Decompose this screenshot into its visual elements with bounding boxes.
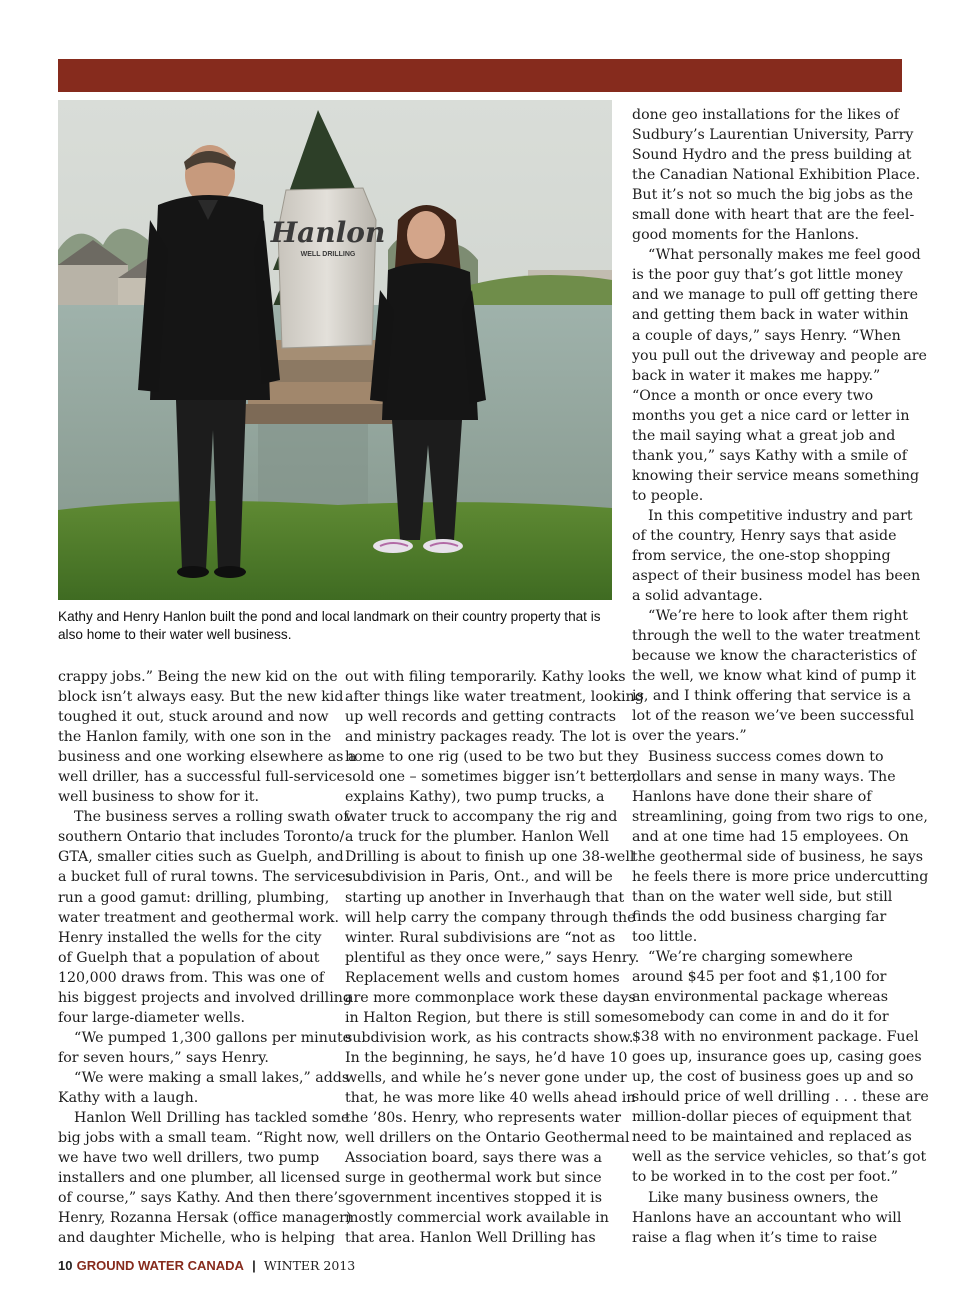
text-line: Hanlons have an accountant who will <box>632 1209 902 1226</box>
text-line: is, and I think offering that service is a <box>632 688 911 705</box>
text-line: Sudbury’s Laurentian University, Parry <box>632 127 914 144</box>
page-number: 10 <box>58 1258 73 1273</box>
text-line: that, he was more like 40 wells ahead in <box>345 1089 636 1106</box>
text-line: In this competitive industry and part <box>648 507 913 524</box>
photo-caption: Kathy and Henry Hanlon built the pond and local landmark on their country property that is also home to their water well business. <box>58 609 601 642</box>
text-line: block isn’t always easy. But the new kid <box>58 689 344 706</box>
text-line: of course,” says Kathy. And then there’s <box>58 1190 346 1207</box>
text-line: Like many business owners, the <box>648 1189 879 1206</box>
text-line: million-dollar pieces of equipment that <box>632 1109 912 1126</box>
text-line: Hanlons have done their share of <box>632 788 872 805</box>
text-line: over the years.” <box>632 728 747 745</box>
text-line: “We were making a small lakes,” adds <box>74 1069 350 1086</box>
text-line: “Once a month or once every two <box>632 387 874 404</box>
text-line: aspect of their business model has been <box>632 568 921 585</box>
text-line: because we know the characteristics of <box>632 648 917 665</box>
text-line: back in water it makes me happy.” <box>632 367 881 384</box>
text-line: and we manage to pull off getting there <box>632 287 918 304</box>
text-line: thank you,” says Kathy with a smile of <box>632 447 907 464</box>
text-line: business and one working elsewhere as a <box>58 749 357 766</box>
text-line: Henry, Rozanna Hersak (office manager) <box>58 1210 352 1227</box>
text-line: big jobs with a small team. “Right now, <box>58 1130 340 1147</box>
text-line: in Halton Region, but there is still some <box>345 1009 633 1026</box>
text-line: around $45 per foot and $1,100 for <box>632 969 887 986</box>
text-line: home to one rig (used to be two but they <box>345 749 639 766</box>
text-line: the ’80s. Henry, who represents water <box>345 1110 622 1127</box>
article-column-2 <box>345 667 644 1248</box>
text-line: dollars and sense in many ways. The <box>632 768 896 785</box>
text-line: up, the cost of business goes up and so <box>632 1069 914 1086</box>
text-line: In the beginning, he says, he’d have 10 <box>345 1049 628 1066</box>
text-line: the Hanlon family, with one son in the <box>58 729 332 746</box>
sign-logo-text: Hanlon <box>270 216 386 249</box>
text-line: out with filing temporarily. Kathy looks <box>345 669 626 685</box>
text-line: “What personally makes me feel good <box>648 247 921 264</box>
text-line: the mail saying what a great job and <box>632 427 896 444</box>
photo-kathy-and-henry-hanlon <box>58 100 612 600</box>
text-line: water treatment and geothermal work. <box>58 909 339 926</box>
text-line: a bucket full of rural towns. The services <box>58 869 353 886</box>
text-line: a couple of days,” says Henry. “When <box>632 327 901 344</box>
text-line: raise a flag when it’s time to raise <box>632 1229 878 1246</box>
text-line: lot of the reason we’ve been successful <box>632 708 915 725</box>
text-line: need to be maintained and replaced as <box>632 1129 912 1146</box>
text-line: and ministry packages ready. The lot is <box>345 729 627 746</box>
text-line: Henry installed the wells for the city <box>58 929 322 946</box>
text-line: Hanlon Well Drilling has tackled some <box>74 1110 350 1127</box>
text-line: well business to show for it. <box>58 789 259 806</box>
text-line: that area. Hanlon Well Drilling has <box>345 1230 596 1247</box>
text-line: of Guelph that a population of about <box>58 949 320 966</box>
article-column-1 <box>58 667 357 1248</box>
text-line: But it’s not so much the big jobs as the <box>632 187 913 204</box>
text-line: for seven hours,” says Henry. <box>58 1049 269 1066</box>
sign-logo-subtext: WELL DRILLING <box>300 251 356 258</box>
issue-date: WINTER 2013 <box>263 1258 356 1273</box>
text-line: Sound Hydro and the press building at <box>632 147 912 164</box>
text-line: plentiful as they once were,” says Henry. <box>345 949 640 966</box>
text-line: Kathy with a laugh. <box>58 1089 199 1106</box>
text-line: will help carry the company through the <box>345 909 636 926</box>
text-line: starting up another in Inverhaugh that <box>345 889 625 906</box>
text-line: a solid advantage. <box>632 588 763 605</box>
text-line: his biggest projects and involved drilling <box>58 989 352 1006</box>
text-line: explains Kathy), two pump trucks, a <box>345 789 605 806</box>
text-line: a truck for the plumber. Hanlon Well <box>345 829 609 846</box>
text-line: water truck to accompany the rig and <box>345 809 618 826</box>
text-line: installers and one plumber, all licensed <box>58 1170 341 1187</box>
text-line: “We’re here to look after them right <box>648 608 908 625</box>
text-line: “We pumped 1,300 gallons per minute <box>74 1029 352 1046</box>
text-line: to be worked in to the cost per foot.” <box>632 1169 899 1186</box>
text-line: Drilling is about to finish up one 38-well <box>345 849 635 866</box>
footer-separator: | <box>252 1258 256 1273</box>
text-line: through the well to the water treatment <box>632 628 921 645</box>
text-line: 120,000 draws from. This was one of <box>58 969 325 986</box>
text-line: crappy jobs.” Being the new kid on the <box>58 669 338 685</box>
text-line: the well, we know what kind of pump it <box>632 668 916 685</box>
text-line: sold one – sometimes bigger isn’t better, <box>345 769 637 786</box>
text-line: The business serves a rolling swath of <box>74 809 349 826</box>
text-line: months you get a nice card or letter in <box>632 407 910 424</box>
text-line: somebody can come in and do it for <box>632 1009 889 1026</box>
text-line: good moments for the Hanlons. <box>632 227 860 244</box>
text-line: wells, and while he’s never gone under <box>345 1069 627 1086</box>
text-line: government incentives stopped it is <box>345 1190 602 1207</box>
header-color-bar <box>58 59 902 92</box>
text-line: toughed it out, stuck around and now <box>58 709 329 726</box>
text-line: Association board, says there was a <box>345 1150 603 1167</box>
text-line: “We’re charging somewhere <box>648 948 853 965</box>
magazine-name: GROUND WATER CANADA <box>76 1258 244 1273</box>
text-line: after things like water treatment, looking <box>345 689 644 706</box>
text-line: you pull out the driveway and people are <box>632 347 927 364</box>
text-line: he feels there is more price undercutting <box>632 868 929 885</box>
text-line: an environmental package whereas <box>632 989 888 1006</box>
text-line: streamlining, going from two rigs to one, <box>632 808 928 825</box>
text-line: should price of well drilling . . . these are <box>632 1089 929 1106</box>
article-column-3 <box>632 105 929 1248</box>
text-line: subdivision work, as his contracts show. <box>345 1029 634 1046</box>
text-line: finds the odd business charging far <box>632 908 887 925</box>
text-line: than on the water well side, but still <box>632 888 893 905</box>
text-line: goes up, insurance goes up, casing goes <box>632 1049 922 1066</box>
text-line: southern Ontario that includes Toronto/ <box>58 829 345 846</box>
text-line: well as the service vehicles, so that’s got <box>632 1149 927 1166</box>
text-line: of the country, Henry says that aside <box>632 527 897 544</box>
text-line: small done with heart that are the feel- <box>632 207 915 224</box>
text-line: four large-diameter wells. <box>58 1009 245 1026</box>
text-line: too little. <box>632 928 698 945</box>
text-line: the Canadian National Exhibition Place. <box>632 167 921 184</box>
text-line: and at one time had 15 employees. On <box>632 828 909 845</box>
text-line: run a good gamut: drilling, plumbing, <box>58 889 330 906</box>
text-line: well driller, has a successful full-service <box>58 769 345 786</box>
text-line: up well records and getting contracts <box>345 709 617 726</box>
text-line: is the poor guy that’s got little money <box>632 267 903 284</box>
text-line: are more commonplace work these days <box>345 989 636 1006</box>
text-line: and getting them back in water within <box>632 307 909 324</box>
text-line: surge in geothermal work but since <box>345 1170 602 1187</box>
text-line: winter. Rural subdivisions are “not as <box>345 929 616 946</box>
page-footer <box>58 1258 355 1274</box>
text-line: subdivision in Paris, Ont., and will be <box>345 869 613 886</box>
text-line: knowing their service means something <box>632 467 920 484</box>
text-line: GTA, smaller cities such as Guelph, and <box>58 849 344 866</box>
text-line: to people. <box>632 487 704 504</box>
text-line: done geo installations for the likes of <box>632 107 900 123</box>
text-line: the geothermal side of business, he says <box>632 848 924 865</box>
text-line: we have two well drillers, two pump <box>58 1150 320 1167</box>
text-line: from service, the one-stop shopping <box>632 548 891 565</box>
text-line: well drillers on the Ontario Geothermal <box>345 1130 630 1147</box>
text-line: Business success comes down to <box>648 748 884 765</box>
text-line: $38 with no environment package. Fuel <box>632 1029 919 1046</box>
text-line: Replacement wells and custom homes <box>345 969 620 986</box>
text-line: mostly commercial work available in <box>345 1210 609 1227</box>
text-line: and daughter Michelle, who is helping <box>58 1230 336 1247</box>
